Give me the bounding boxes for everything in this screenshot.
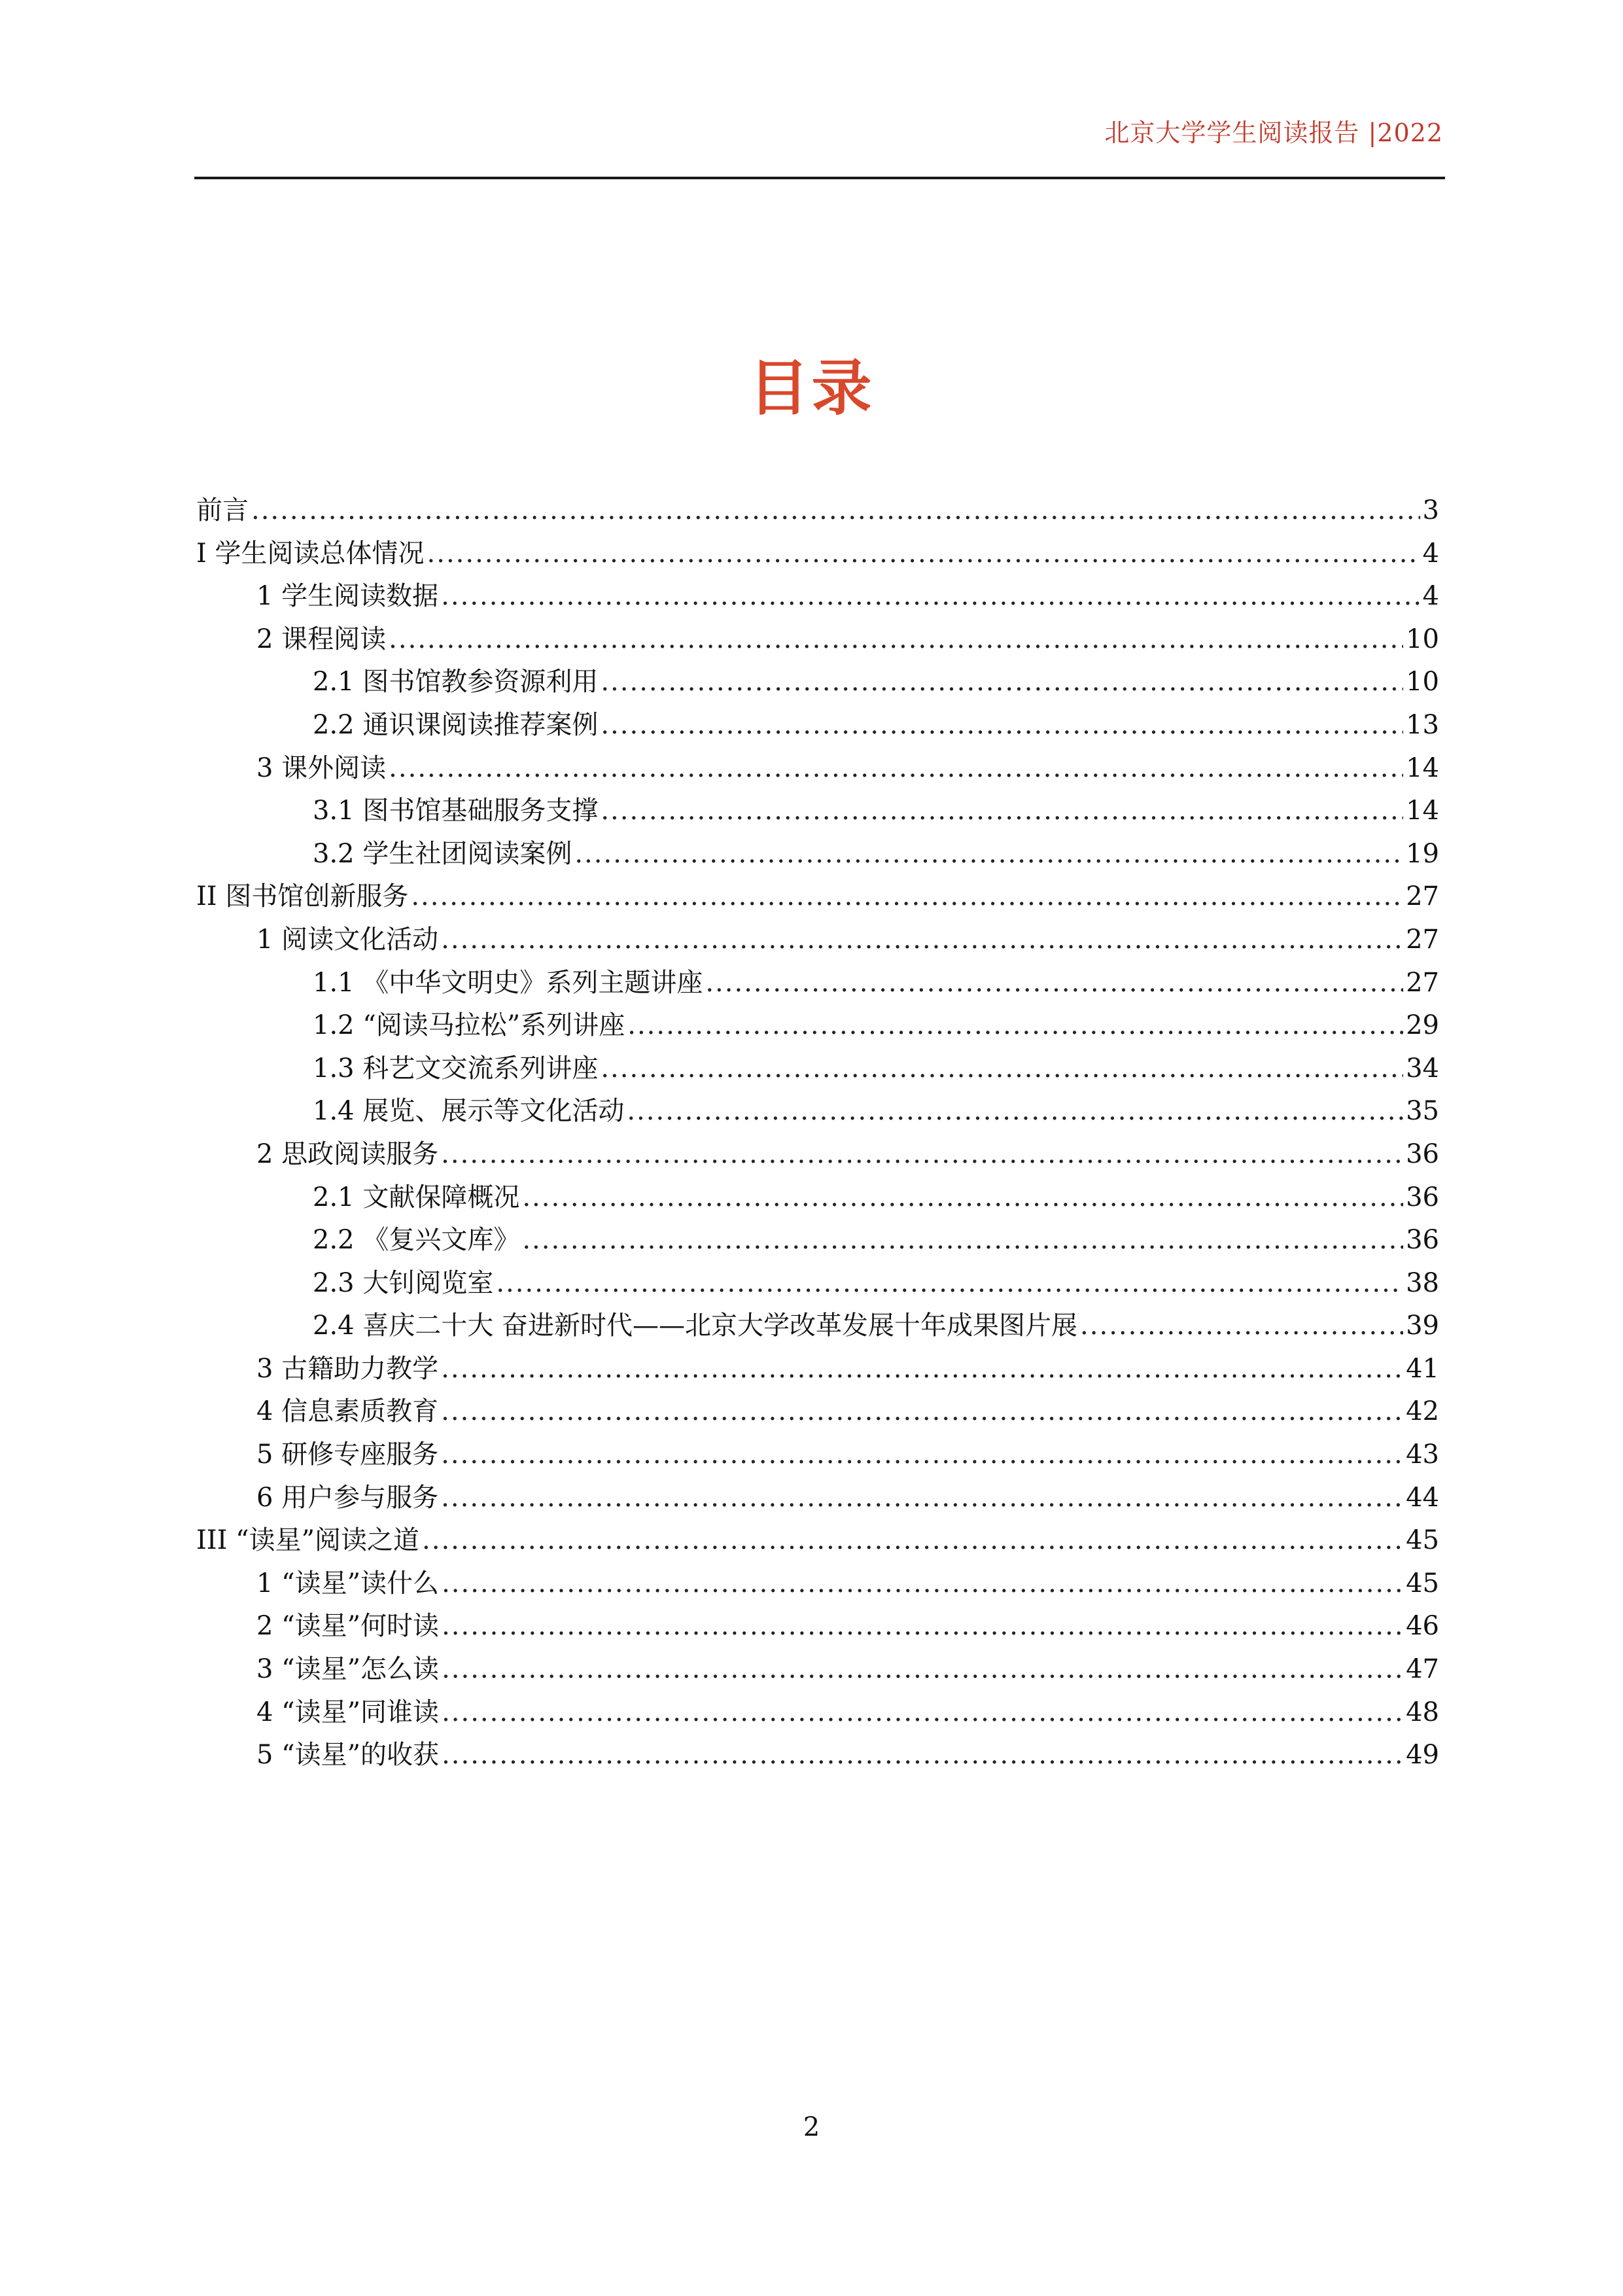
toc-entry-title: 2 课程阅读 (256, 624, 387, 654)
toc-entry-title: 4 “读星”同谁读 (256, 1697, 440, 1727)
toc-entry-page: 36 (1406, 1139, 1439, 1169)
table-of-contents (196, 489, 1439, 1777)
page-number: 2 (803, 2112, 820, 2142)
toc-entry[interactable] (196, 618, 1439, 662)
toc-entry[interactable] (196, 1605, 1439, 1648)
toc-entry-title: 2.1 文献保障概况 (313, 1182, 520, 1212)
toc-entry[interactable] (196, 1348, 1439, 1391)
toc-entry[interactable] (196, 1090, 1439, 1133)
dot-leader (441, 1133, 1403, 1176)
toc-entry-page: 41 (1406, 1353, 1439, 1384)
toc-entry-title: 3 “读星”怎么读 (256, 1654, 440, 1685)
toc-entry[interactable] (196, 533, 1439, 576)
dot-leader (441, 919, 1403, 962)
toc-entry-page: 34 (1406, 1053, 1439, 1084)
toc-entry-page: 36 (1406, 1225, 1439, 1256)
toc-entry-page: 38 (1406, 1267, 1439, 1298)
toc-entry[interactable] (196, 1048, 1439, 1091)
running-header-title: 北京大学学生阅读报告 |2022 (1104, 118, 1443, 147)
toc-entry[interactable] (196, 489, 1439, 533)
toc-entry-title: 1 阅读文化活动 (256, 924, 439, 955)
toc-entry-title: 2.2 《复兴文库》 (313, 1225, 520, 1256)
toc-entry-page: 10 (1406, 667, 1439, 698)
toc-entry-page: 10 (1406, 624, 1439, 654)
toc-entry-page: 27 (1406, 967, 1439, 998)
toc-entry-title: 3 课外阅读 (256, 752, 387, 783)
dot-leader (627, 1004, 1403, 1048)
toc-entry-page: 46 (1406, 1611, 1439, 1642)
toc-entry-title: 6 用户参与服务 (256, 1482, 439, 1513)
dot-leader (705, 962, 1403, 1005)
dot-leader (442, 1563, 1403, 1606)
toc-entry-title: 3.1 图书馆基础服务支撑 (313, 796, 599, 826)
toc-entry-page: 27 (1406, 881, 1439, 912)
toc-entry-page: 43 (1406, 1439, 1439, 1470)
toc-entry-page: 45 (1406, 1525, 1439, 1556)
toc-entry-title: 1.2 “阅读马拉松”系列讲座 (313, 1010, 625, 1041)
toc-entry-title: 1 学生阅读数据 (256, 581, 439, 612)
dot-leader (441, 1434, 1403, 1477)
dot-leader (442, 1691, 1403, 1735)
toc-entry-page: 13 (1406, 709, 1439, 740)
toc-entry-title: 2.2 通识课阅读推荐案例 (313, 709, 599, 740)
toc-entry[interactable] (196, 1004, 1439, 1048)
toc-entry-title: 2 “读星”何时读 (256, 1611, 440, 1642)
dot-leader (1080, 1305, 1403, 1348)
header-divider (194, 177, 1445, 179)
toc-entry[interactable] (196, 1219, 1439, 1262)
toc-entry-page: 47 (1406, 1654, 1439, 1685)
toc-entry-page: 4 (1422, 538, 1439, 569)
dot-leader (441, 1477, 1403, 1520)
dot-leader (427, 533, 1420, 576)
dot-leader (601, 790, 1403, 833)
toc-entry-page: 3 (1422, 495, 1439, 525)
dot-leader (442, 1734, 1403, 1777)
dot-leader (411, 875, 1403, 919)
toc-entry-page: 44 (1406, 1482, 1439, 1513)
dot-leader (389, 618, 1403, 662)
toc-heading: 目录 (748, 353, 875, 423)
toc-entry-page: 14 (1406, 796, 1439, 826)
toc-entry-title: II 图书馆创新服务 (196, 881, 409, 912)
toc-entry-page: 49 (1406, 1740, 1439, 1771)
dot-leader (601, 704, 1403, 747)
toc-entry-title: III “读星”阅读之道 (196, 1525, 420, 1556)
toc-entry-title: 5 “读星”的收获 (256, 1740, 440, 1771)
dot-leader (574, 833, 1403, 876)
dot-leader (441, 1390, 1403, 1434)
toc-entry-page: 29 (1406, 1010, 1439, 1041)
dot-leader (251, 489, 1420, 533)
toc-entry-title: 1.4 展览、展示等文化活动 (313, 1096, 625, 1127)
dot-leader (496, 1262, 1403, 1305)
toc-entry-page: 14 (1406, 752, 1439, 783)
toc-entry[interactable] (196, 1519, 1439, 1563)
toc-entry-title: 3.2 学生社团阅读案例 (313, 838, 572, 869)
toc-entry-page: 35 (1406, 1096, 1439, 1127)
toc-entry[interactable] (196, 1390, 1439, 1434)
toc-entry-title: 2 思政阅读服务 (256, 1139, 439, 1169)
toc-entry[interactable] (196, 1734, 1439, 1777)
dot-leader (522, 1176, 1403, 1220)
toc-entry[interactable] (196, 1691, 1439, 1735)
toc-entry[interactable] (196, 790, 1439, 833)
dot-leader (422, 1519, 1403, 1563)
dot-leader (627, 1090, 1403, 1133)
toc-entry[interactable] (196, 1563, 1439, 1606)
toc-entry[interactable] (196, 1648, 1439, 1691)
toc-entry[interactable] (196, 575, 1439, 618)
toc-entry[interactable] (196, 1262, 1439, 1305)
toc-entry-page: 19 (1406, 838, 1439, 869)
dot-leader (601, 661, 1403, 704)
toc-entry[interactable] (196, 1477, 1439, 1520)
toc-entry[interactable] (196, 875, 1439, 919)
toc-entry[interactable] (196, 1133, 1439, 1176)
dot-leader (389, 747, 1403, 790)
toc-entry-title: 1 “读星”读什么 (256, 1568, 440, 1598)
dot-leader (442, 1648, 1403, 1691)
toc-entry-title: 2.4 喜庆二十大 奋进新时代——北京大学改革发展十年成果图片展 (313, 1311, 1078, 1341)
toc-entry-title: 2.1 图书馆教参资源利用 (313, 667, 599, 698)
toc-entry-page: 4 (1422, 581, 1439, 612)
toc-entry-page: 45 (1406, 1568, 1439, 1598)
toc-entry[interactable] (196, 962, 1439, 1005)
toc-entry-page: 39 (1406, 1311, 1439, 1341)
toc-entry-title: I 学生阅读总体情况 (196, 538, 425, 569)
dot-leader (601, 1048, 1403, 1091)
toc-entry-title: 2.3 大钊阅览室 (313, 1267, 494, 1298)
toc-entry[interactable] (196, 919, 1439, 962)
toc-entry[interactable] (196, 1434, 1439, 1477)
toc-entry[interactable] (196, 1305, 1439, 1348)
dot-leader (441, 575, 1420, 618)
toc-entry-title: 5 研修专座服务 (256, 1439, 439, 1470)
toc-entry-page: 36 (1406, 1182, 1439, 1212)
dot-leader (442, 1605, 1403, 1648)
toc-entry-page: 27 (1406, 924, 1439, 955)
toc-entry[interactable] (196, 747, 1439, 790)
toc-entry[interactable] (196, 1176, 1439, 1220)
dot-leader (522, 1219, 1403, 1262)
toc-entry-title: 1.1 《中华文明史》系列主题讲座 (313, 967, 703, 998)
toc-entry[interactable] (196, 704, 1439, 747)
toc-entry-page: 42 (1406, 1396, 1439, 1427)
toc-entry-title: 4 信息素质教育 (256, 1396, 439, 1427)
dot-leader (441, 1348, 1403, 1391)
toc-entry-page: 48 (1406, 1697, 1439, 1727)
toc-entry-title: 3 古籍助力教学 (256, 1353, 439, 1384)
toc-entry-title: 1.3 科艺文交流系列讲座 (313, 1053, 599, 1084)
toc-entry[interactable] (196, 661, 1439, 704)
toc-entry[interactable] (196, 833, 1439, 876)
toc-entry-title: 前言 (196, 495, 249, 525)
